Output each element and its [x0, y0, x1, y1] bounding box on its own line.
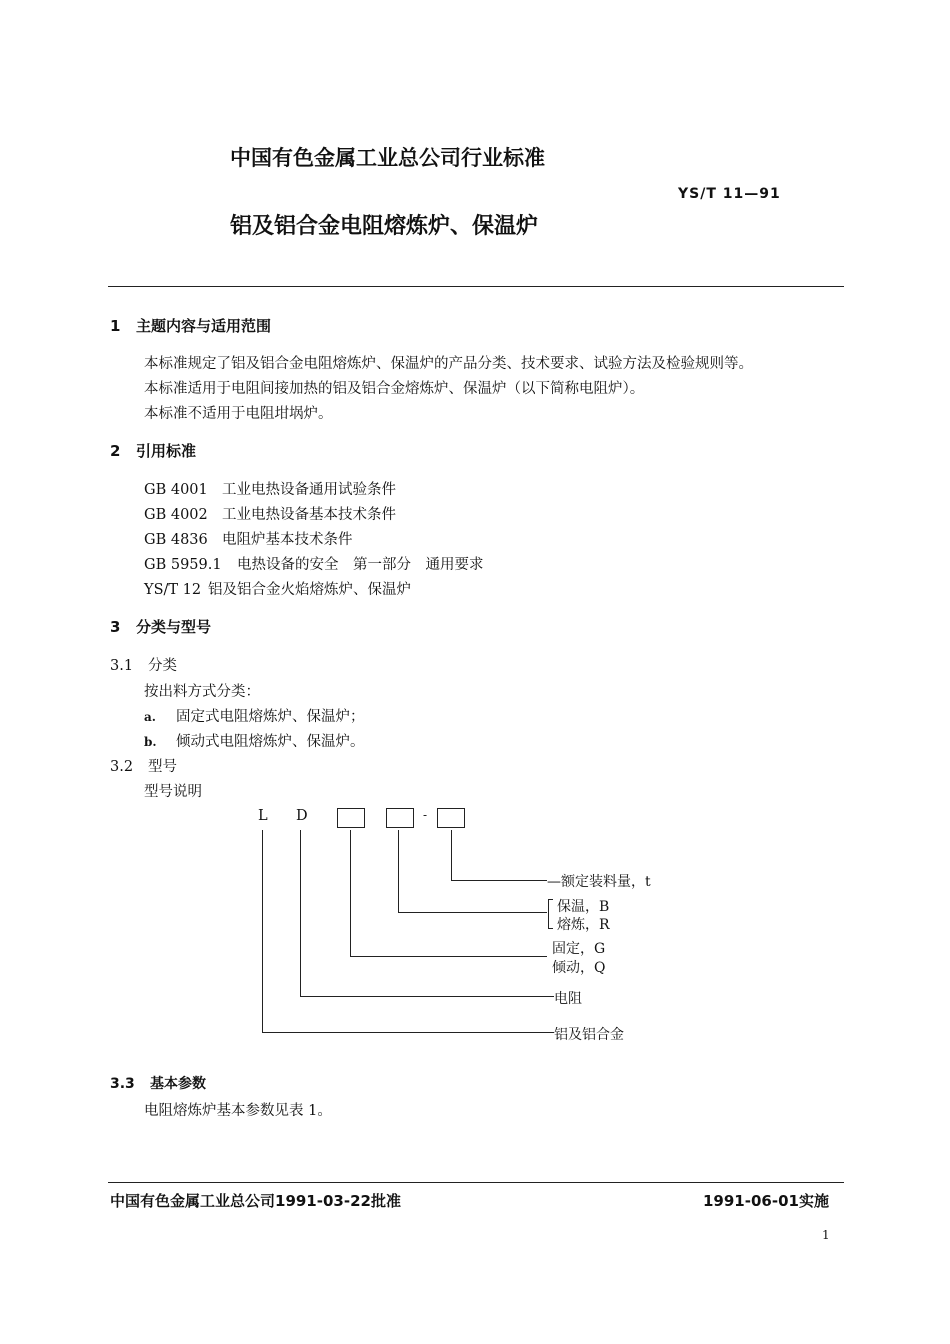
section-2-heading	[110, 440, 196, 461]
reference-title: 电阻炉基本技术条件	[222, 532, 353, 548]
diagram-box-type	[337, 808, 365, 828]
reference-code: GB 5959.1	[144, 557, 222, 573]
reference-item	[144, 503, 396, 524]
diagram-dash: -	[423, 808, 428, 822]
paragraph: 本标准不适用于电阻坩埚炉。	[144, 406, 333, 422]
label-resistance: 电阻	[554, 991, 582, 1007]
label-aluminum-alloy: 铝及铝合金	[554, 1027, 624, 1043]
leader-line	[262, 1032, 554, 1033]
page-number: 1	[822, 1228, 830, 1242]
diagram-box-function	[386, 808, 414, 828]
list-text: 倾动式电阻熔炼炉、保温炉。	[176, 734, 365, 750]
paragraph: 本标准规定了铝及铝合金电阻熔炼炉、保温炉的产品分类、技术要求、试验方法及检验规则等。	[144, 356, 753, 372]
section-number: 1	[110, 317, 121, 335]
leader-line	[451, 880, 547, 881]
reference-item	[144, 578, 411, 599]
leader-line	[300, 830, 301, 996]
label-fixed: 固定，G	[552, 941, 606, 957]
list-marker: a.	[144, 710, 156, 724]
section-1-heading	[110, 315, 271, 336]
list-item	[144, 730, 365, 751]
paragraph: 本标准适用于电阻间接加热的铝及铝合金熔炼炉、保温炉（以下简称电阻炉）。	[144, 381, 645, 397]
section-title: 分类与型号	[136, 618, 212, 636]
subsection-title: 基本参数	[150, 1076, 206, 1092]
subsection-number: 3.2	[110, 759, 134, 775]
leader-line	[398, 912, 547, 913]
header-rule	[108, 286, 844, 287]
section-number: 3	[110, 618, 121, 636]
issuing-organization: 中国有色金属工业总公司行业标准	[230, 146, 545, 170]
reference-code: YS/T 12	[144, 582, 202, 598]
bracket	[548, 899, 553, 929]
leader-line	[350, 830, 351, 956]
leader-line	[398, 830, 399, 912]
label-rated-capacity: —额定装料量，t	[547, 874, 651, 890]
leader-line	[262, 830, 263, 1032]
subsection-3-1-heading	[110, 654, 177, 675]
paragraph: 按出料方式分类：	[144, 684, 260, 700]
document-title: 铝及铝合金电阻熔炼炉、保温炉	[230, 214, 539, 239]
leader-line	[451, 830, 452, 880]
label-melting: 熔炼，R	[557, 917, 610, 933]
label-holding: 保温，B	[557, 899, 610, 915]
standard-code: YS/T 11—91	[678, 186, 781, 202]
approval-line: 中国有色金属工业总公司1991-03-22批准	[110, 1192, 401, 1210]
leader-line	[300, 996, 554, 997]
list-text: 固定式电阻熔炼炉、保温炉；	[176, 709, 365, 725]
reference-item	[144, 553, 484, 574]
leader-line	[350, 956, 547, 957]
reference-title: 电热设备的安全 第一部分 通用要求	[237, 557, 484, 573]
subsection-number: 3.1	[110, 658, 134, 674]
subsection-title: 型号	[148, 759, 177, 775]
list-item	[144, 705, 365, 726]
section-3-heading	[110, 616, 211, 637]
reference-code: GB 4002	[144, 507, 208, 523]
label-tilting: 倾动，Q	[552, 960, 606, 976]
subsection-3-3-heading	[110, 1073, 206, 1093]
diagram-letter-d: D	[296, 808, 308, 824]
diagram-letter-l: L	[258, 808, 268, 824]
section-number: 2	[110, 442, 121, 460]
reference-item	[144, 528, 353, 549]
subsection-number: 3.3	[110, 1076, 135, 1092]
paragraph: 电阻熔炼炉基本参数见表 1。	[144, 1103, 332, 1119]
reference-title: 铝及铝合金火焰熔炼炉、保温炉	[208, 582, 411, 598]
effective-date: 1991-06-01实施	[703, 1192, 829, 1210]
footer-rule	[108, 1182, 844, 1183]
list-marker: b.	[144, 735, 157, 749]
reference-title: 工业电热设备通用试验条件	[222, 482, 396, 498]
reference-code: GB 4836	[144, 532, 208, 548]
paragraph: 型号说明	[144, 784, 202, 800]
diagram-box-capacity	[437, 808, 465, 828]
section-title: 主题内容与适用范围	[136, 317, 272, 335]
reference-title: 工业电热设备基本技术条件	[222, 507, 396, 523]
reference-item	[144, 478, 396, 499]
subsection-title: 分类	[148, 658, 177, 674]
section-title: 引用标准	[136, 442, 197, 460]
subsection-3-2-heading	[110, 755, 177, 776]
reference-code: GB 4001	[144, 482, 208, 498]
